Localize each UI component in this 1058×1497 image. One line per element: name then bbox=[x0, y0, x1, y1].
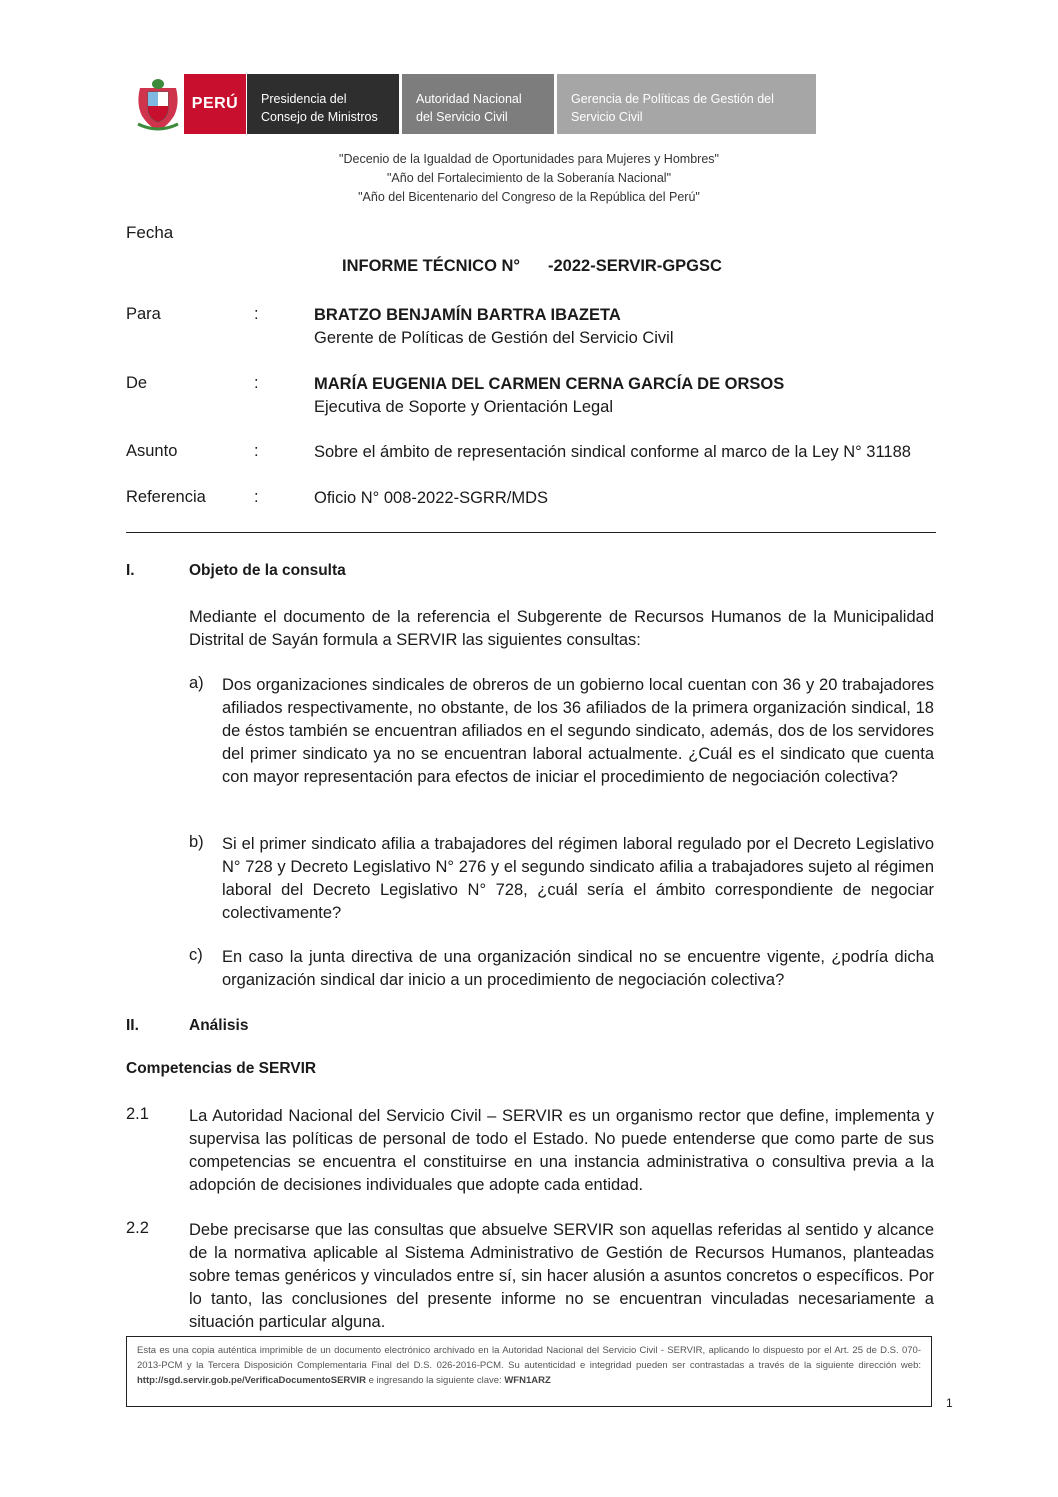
header-gerencia-line1: Gerencia de Políticas de Gestión del bbox=[571, 92, 774, 106]
asunto-label: Asunto bbox=[126, 442, 178, 460]
motto-line: "Decenio de la Igualdad de Oportunidades para Mujeres y Hombres" bbox=[339, 152, 719, 166]
authenticity-footer bbox=[126, 1336, 932, 1407]
section-2-title: Análisis bbox=[189, 1017, 249, 1034]
item-a-letter: a) bbox=[189, 674, 204, 692]
competencias-subtitle: Competencias de SERVIR bbox=[126, 1060, 317, 1077]
header-autoridad-line1: Autoridad Nacional bbox=[416, 92, 522, 106]
footer-key-text: e ingresando la siguiente clave: bbox=[368, 1375, 502, 1386]
peru-logo bbox=[184, 74, 246, 134]
section-2-number: II. bbox=[126, 1017, 139, 1034]
coat-of-arms-icon bbox=[132, 74, 184, 134]
de-name: MARÍA EUGENIA DEL CARMEN CERNA GARCÍA DE ORSOS bbox=[314, 375, 785, 393]
verification-url[interactable]: http://sgd.servir.gob.pe/VerificaDocumentoSERVIR bbox=[137, 1375, 366, 1386]
para-label: Para bbox=[126, 305, 161, 323]
item-c-letter: c) bbox=[189, 946, 203, 964]
page-number: 1 bbox=[946, 1396, 953, 1410]
referencia-label: Referencia bbox=[126, 488, 206, 506]
peru-label: PERÚ bbox=[191, 95, 239, 112]
paragraph-2-1-text: La Autoridad Nacional del Servicio Civil – SERVIR es un organismo rector que define, implementa y supervisa las políticas de personal de todo el Estado. No puede entenderse que como parte de sus competencias se encuentra el constituirse en una instancia administrativa o consultiva previa a la adopción de decisiones individuales que adopte cada entidad. bbox=[189, 1107, 934, 1194]
de-label: De bbox=[126, 374, 148, 392]
paragraph-2-2-text: Debe precisarse que las consultas que absuelve SERVIR son aquellas referidas al sentido y alcance de la normativa aplicable al Sistema Administrativo de Gestión de Recursos Humanos, planteadas sobre temas genéricos y vinculados entre sí, sin hacer alusión a asuntos concretos o específicos. Por lo tanto, las conclusiones del presente informe no se encuentran vinculadas necesariamente a situación particular alguna. bbox=[189, 1221, 934, 1331]
verification-key: WFN1ARZ bbox=[504, 1375, 551, 1386]
asunto-colon: : bbox=[254, 442, 259, 460]
section-1-title: Objeto de la consulta bbox=[189, 562, 346, 579]
header-presidencia bbox=[247, 74, 399, 134]
item-a-text: Dos organizaciones sindicales de obreros de un gobierno local cuentan con 36 y 20 trabajadores afiliados respectivamente, no obstante, de los 36 afiliados de la primera organización sindical, 18 de éstos también se encuentran afiliados en el segundo sindicato, además, dos de los servidores del primer sindicato ya no se encuentran laboral actualmente. ¿Cuál es el sindicato que cuenta con mayor representación para efectos de iniciar el procedimiento de negociación colectiva? bbox=[222, 676, 934, 786]
de-role: Ejecutiva de Soporte y Orientación Legal bbox=[314, 398, 614, 416]
fecha-label: Fecha bbox=[126, 223, 174, 242]
section-1-number: I. bbox=[126, 562, 135, 579]
decenio-mottos bbox=[0, 150, 1058, 207]
paragraph-2-2-number: 2.2 bbox=[126, 1219, 149, 1237]
de-colon: : bbox=[254, 374, 259, 392]
item-c-text: En caso la junta directiva de una organización sindical no se encuentre vigente, ¿podría dicha organización sindical dar inicio a un procedimiento de negociación colectiva? bbox=[222, 948, 934, 989]
document-number: -2022-SERVIR-GPGSC bbox=[548, 257, 722, 275]
header-divider bbox=[126, 532, 936, 533]
para-name: BRATZO BENJAMÍN BARTRA IBAZETA bbox=[314, 306, 621, 324]
item-b-text: Si el primer sindicato afilia a trabajadores del régimen laboral regulado por el Decreto Legislativo N° 728 y Decreto Legislativo N° 276 y el segundo sindicato afilia a trabajadores sujeto al régimen laboral del Decreto Legislativo N° 728, ¿cuál sería el ámbito correspondiente de negociar colectivamente? bbox=[222, 835, 934, 922]
section-1-intro: Mediante el documento de la referencia el Subgerente de Recursos Humanos de la Municipalidad Distrital de Sayán formula a SERVIR las siguientes consultas: bbox=[189, 608, 934, 649]
header-gerencia-line2: Servicio Civil bbox=[571, 110, 643, 124]
item-b-letter: b) bbox=[189, 833, 204, 851]
header-autoridad-line2: del Servicio Civil bbox=[416, 110, 508, 124]
paragraph-2-1-number: 2.1 bbox=[126, 1105, 149, 1123]
referencia-value: Oficio N° 008-2022-SGRR/MDS bbox=[314, 489, 549, 507]
para-value bbox=[314, 304, 674, 350]
asunto-value: Sobre el ámbito de representación sindical conforme al marco de la Ley N° 31188 bbox=[314, 443, 911, 461]
referencia-colon: : bbox=[254, 488, 259, 506]
motto-line: "Año del Bicentenario del Congreso de la República del Perú" bbox=[358, 190, 700, 204]
de-value bbox=[314, 373, 784, 419]
para-role: Gerente de Políticas de Gestión del Servicio Civil bbox=[314, 329, 674, 347]
document-title: INFORME TÉCNICO N° bbox=[342, 257, 521, 275]
header-presidencia-line1: Presidencia del bbox=[261, 92, 347, 106]
para-colon: : bbox=[254, 305, 259, 323]
header-gerencia bbox=[557, 74, 816, 134]
footer-text: Esta es una copia auténtica imprimible de un documento electrónico archivado en la Autoridad Nacional del Servicio Civil - SERVIR, aplicando lo dispuesto por el Art. 25 de D.S. 070-2013-PCM y la Tercera Disposición Complementaria Final del D.S. 026-2016-PCM. Su autenticidad e integridad pueden ser contrastadas a través de la siguiente dirección web: bbox=[137, 1345, 921, 1371]
header-presidencia-line2: Consejo de Ministros bbox=[261, 110, 378, 124]
header-autoridad bbox=[402, 74, 554, 134]
motto-line: "Año del Fortalecimiento de la Soberanía Nacional" bbox=[386, 171, 672, 185]
